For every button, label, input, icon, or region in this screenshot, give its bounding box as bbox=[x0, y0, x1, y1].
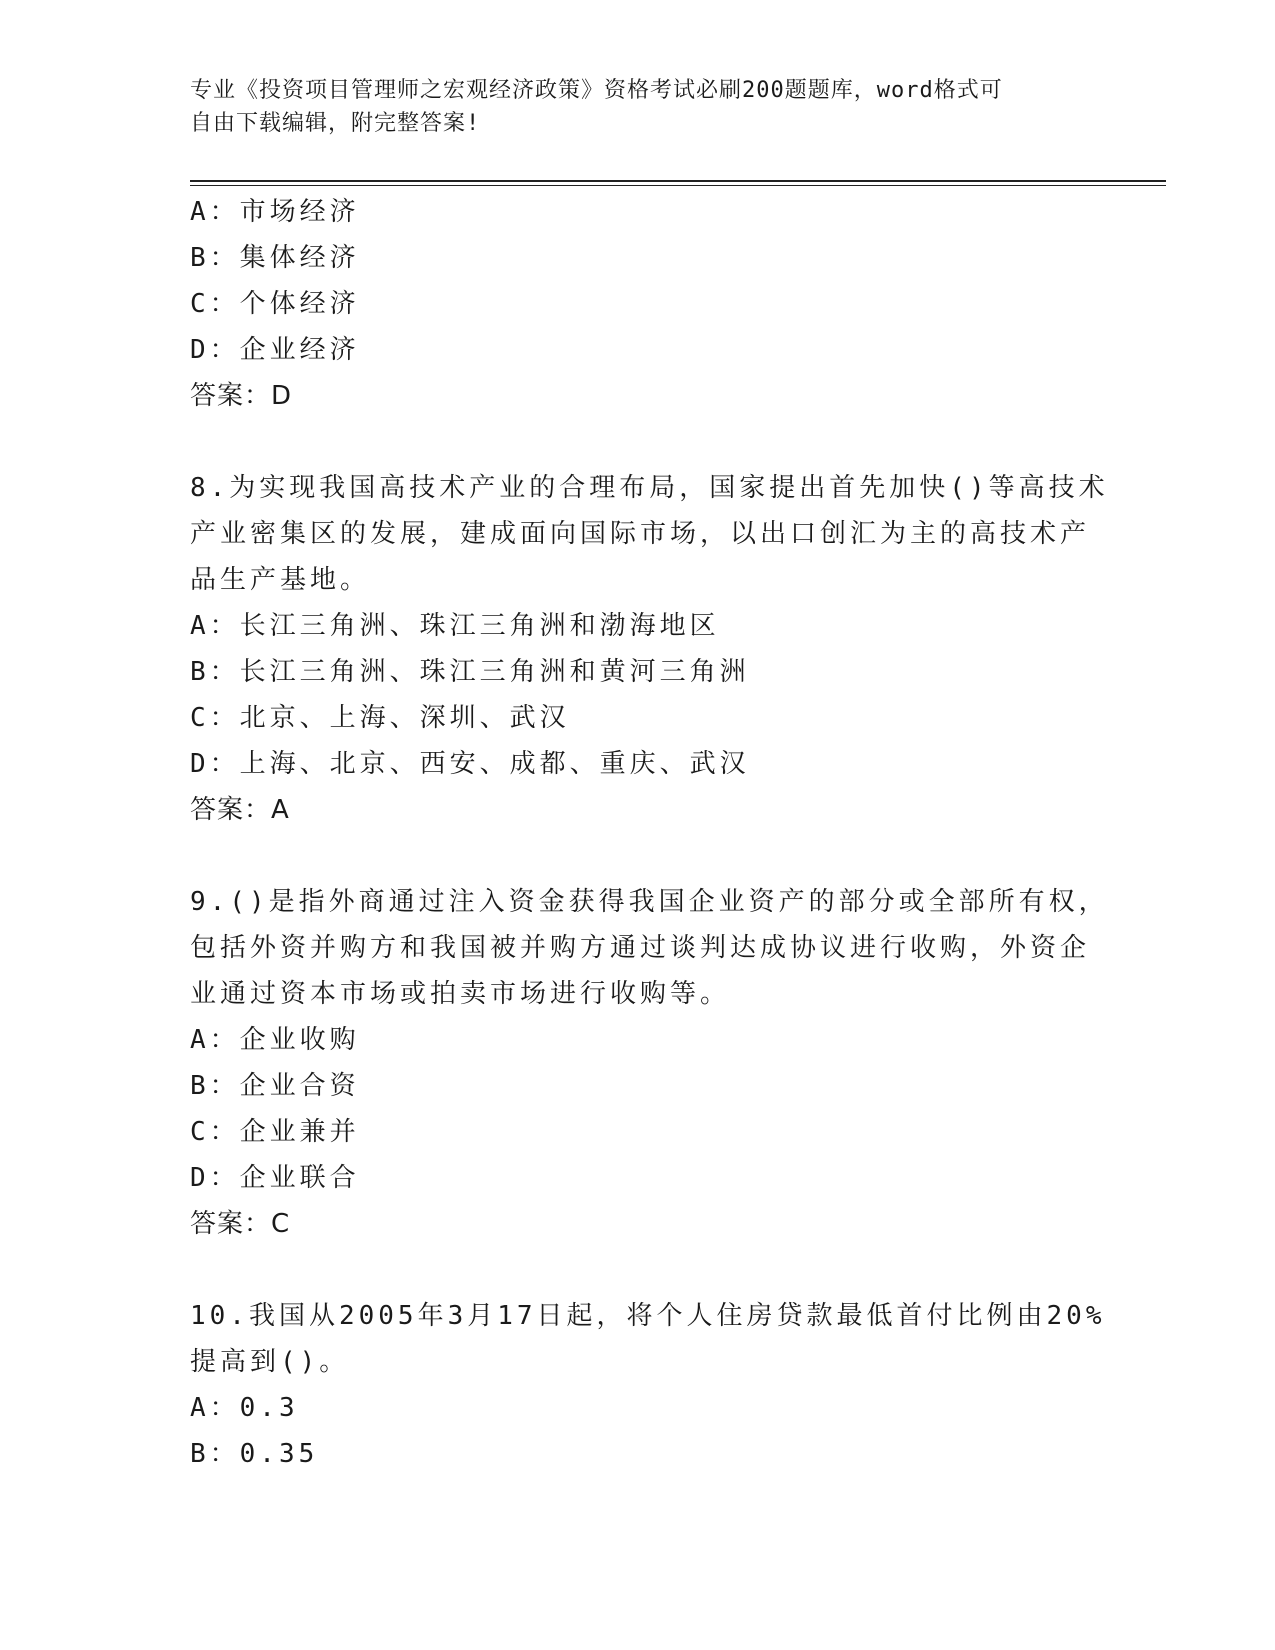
question-text-line: 业通过资本市场或拍卖市场进行收购等。 bbox=[190, 979, 731, 1009]
question-10 bbox=[190, 1293, 1106, 1477]
option-b: B：0.35 bbox=[190, 1439, 319, 1469]
option-a: A：长江三角洲、珠江三角洲和渤海地区 bbox=[190, 611, 720, 641]
question-text-line: 10.我国从2005年3月17日起，将个人住房贷款最低首付比例由20% bbox=[190, 1301, 1106, 1331]
question-8 bbox=[190, 465, 1109, 833]
header-rule-thin bbox=[190, 185, 1166, 186]
spacer bbox=[190, 419, 1080, 465]
option-d: D：企业经济 bbox=[190, 335, 360, 365]
question-list bbox=[190, 189, 1109, 1477]
question-text-line: 产业密集区的发展，建成面向国际市场，以出口创汇为主的高技术产 bbox=[190, 519, 1091, 549]
question-7 bbox=[190, 189, 1080, 419]
option-a: A：企业收购 bbox=[190, 1025, 360, 1055]
answer: 答案：C bbox=[190, 1209, 291, 1239]
question-text-line: 提高到()。 bbox=[190, 1347, 350, 1377]
option-c: C：企业兼并 bbox=[190, 1117, 360, 1147]
header-line-2: 自由下载编辑，附完整答案! bbox=[190, 111, 481, 136]
option-a: A：市场经济 bbox=[190, 197, 360, 227]
question-text-line: 品生产基地。 bbox=[190, 565, 371, 595]
spacer bbox=[190, 1247, 1080, 1293]
option-b: B：长江三角洲、珠江三角洲和黄河三角洲 bbox=[190, 657, 750, 687]
option-c: C：北京、上海、深圳、武汉 bbox=[190, 703, 570, 733]
answer: 答案：D bbox=[190, 381, 293, 411]
option-c: C：个体经济 bbox=[190, 289, 360, 319]
header-line-1: 专业《投资项目管理师之宏观经济政策》资格考试必刷200题题库，word格式可 bbox=[190, 78, 1003, 103]
option-b: B：集体经济 bbox=[190, 243, 360, 273]
question-text-line: 8.为实现我国高技术产业的合理布局，国家提出首先加快()等高技术 bbox=[190, 473, 1109, 503]
question-text-line: 包括外资并购方和我国被并购方通过谈判达成协议进行收购，外资企 bbox=[190, 933, 1091, 963]
option-d: D：企业联合 bbox=[190, 1163, 360, 1193]
document-header bbox=[190, 74, 1090, 140]
option-d: D：上海、北京、西安、成都、重庆、武汉 bbox=[190, 749, 750, 779]
header-rule-thick bbox=[190, 180, 1166, 182]
question-9 bbox=[190, 879, 1109, 1247]
spacer bbox=[190, 833, 1080, 879]
option-b: B：企业合资 bbox=[190, 1071, 360, 1101]
option-a: A：0.3 bbox=[190, 1393, 299, 1423]
answer: 答案：A bbox=[190, 795, 290, 825]
question-text-line: 9.()是指外商通过注入资金获得我国企业资产的部分或全部所有权， bbox=[190, 887, 1109, 917]
